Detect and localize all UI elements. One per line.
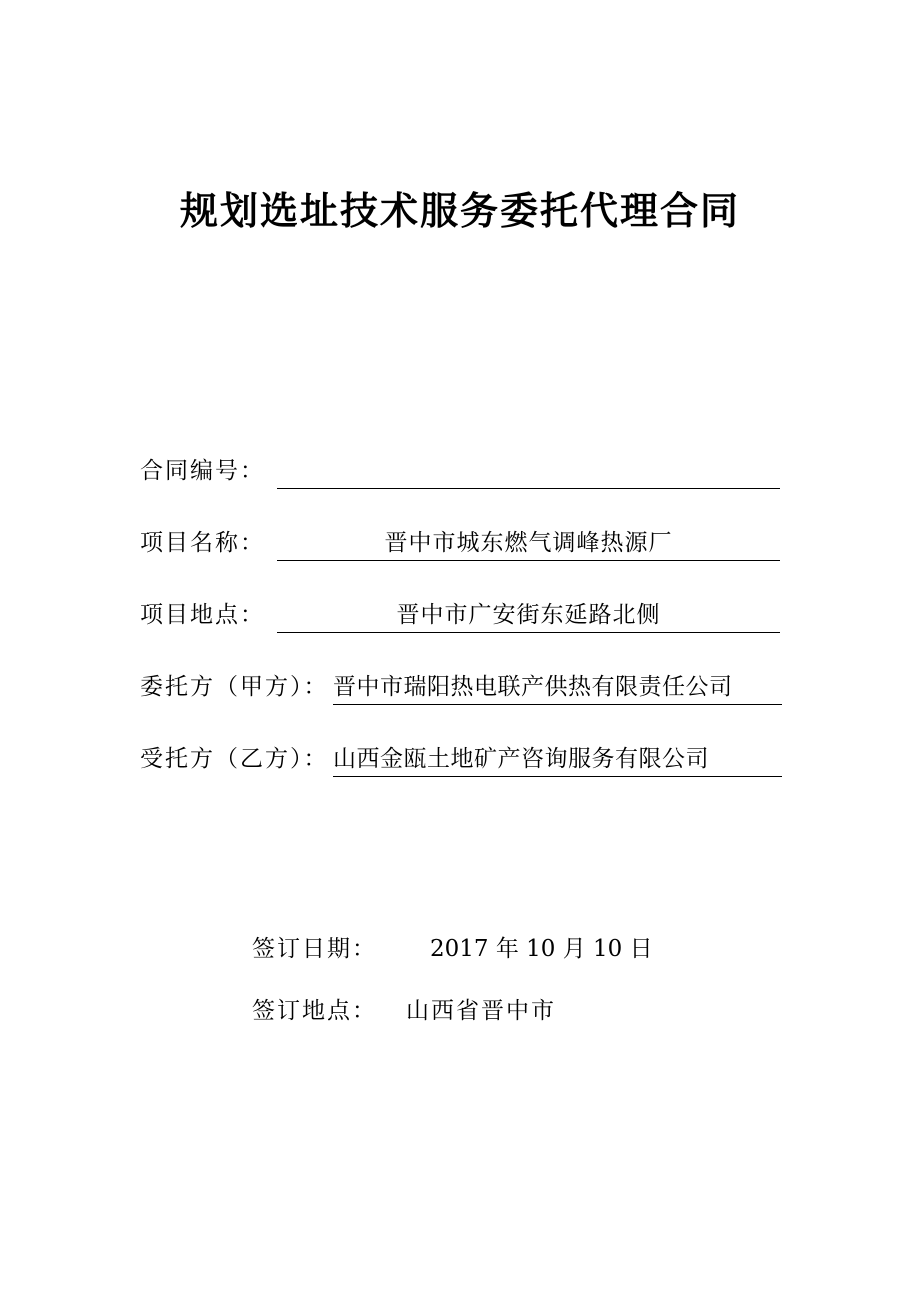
field-label: 项目名称：	[140, 530, 265, 556]
signing-place	[252, 994, 556, 1028]
field-value-underline: 山西金瓯土地矿产咨询服务有限公司	[333, 742, 782, 777]
field-value-underline: 晋中市瑞阳热电联产供热有限责任公司	[333, 670, 782, 705]
signing-place-value: 山西省晋中市	[406, 998, 556, 1024]
field-value-underline: 晋中市广安街东延路北侧	[277, 598, 780, 633]
signing-date	[252, 932, 653, 966]
signing-date-value: 2017 年 10 月 10 日	[430, 936, 653, 962]
field-label: 委托方（甲方）：	[140, 674, 329, 700]
signing-date-label: 签订日期：	[252, 936, 377, 962]
field-value-underline	[277, 454, 780, 489]
field-value-underline: 晋中市城东燃气调峰热源厂	[277, 526, 780, 561]
field-label: 项目地点：	[140, 602, 265, 628]
field-label: 合同编号：	[140, 458, 265, 484]
document-title: 规划选址技术服务委托代理合同	[179, 189, 740, 233]
field-label: 受托方（乙方）：	[140, 746, 329, 772]
signing-place-label: 签订地点：	[252, 998, 377, 1024]
